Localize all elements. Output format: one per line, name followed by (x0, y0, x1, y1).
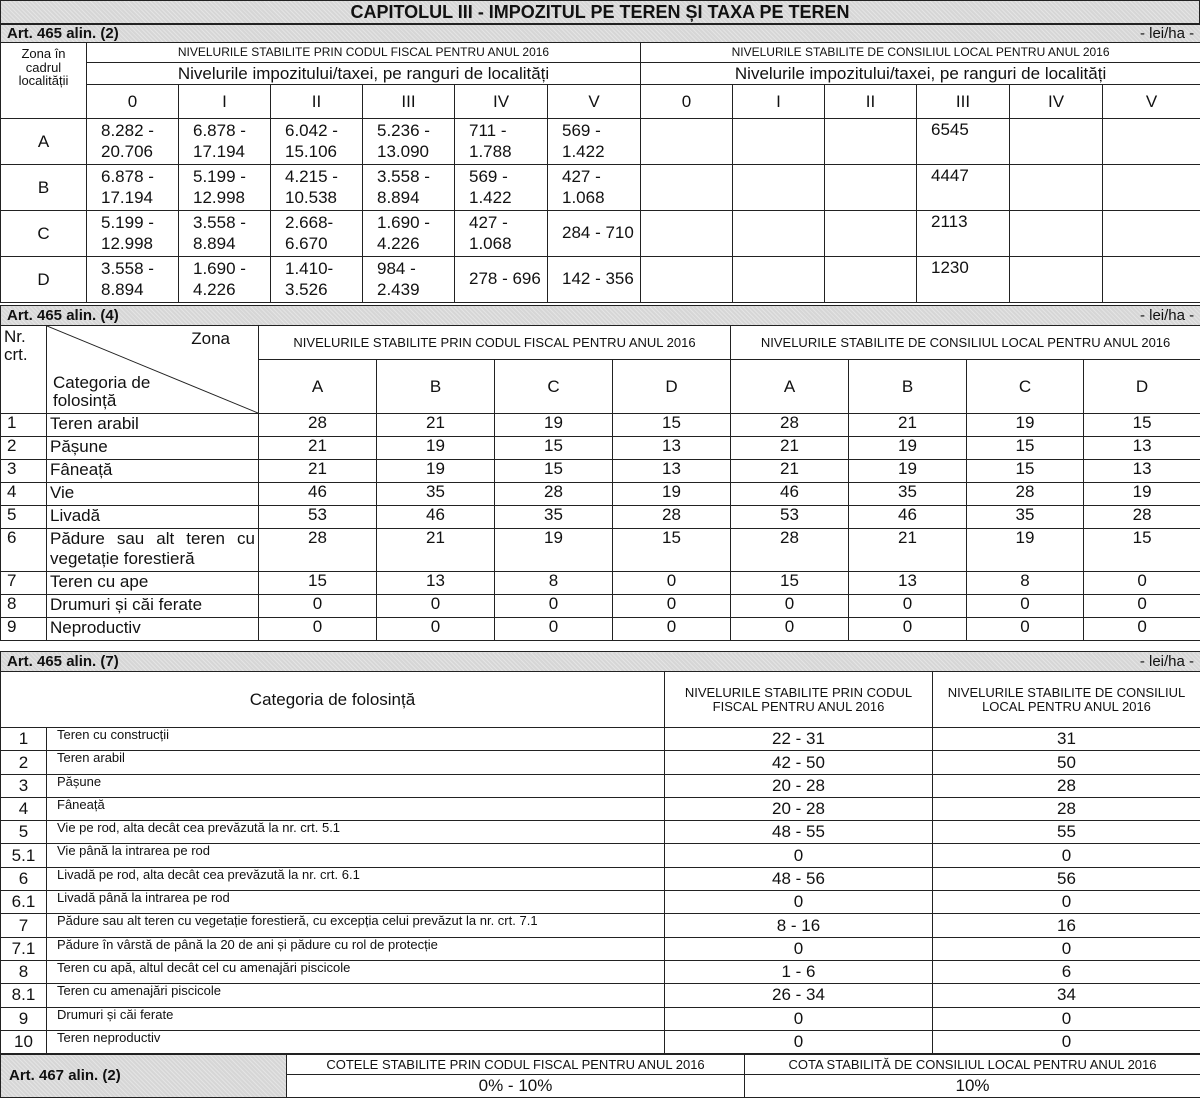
rank-header: V (1103, 85, 1200, 119)
zone-col-header: D (613, 360, 731, 414)
fiscal-value-cell: 46 (377, 506, 495, 529)
rank-header: IV (1010, 85, 1103, 119)
local-value-cell: 28 (1084, 506, 1200, 529)
local-value-cell (1010, 211, 1103, 257)
rank-header: III (917, 85, 1010, 119)
fiscal-range-cell: 5.199 - 12.998 (179, 165, 271, 211)
category-cell: Teren cu construcții (47, 728, 665, 751)
category-cell: Teren cu apă, altul decât cel cu amenajări piscicole (47, 960, 665, 983)
local-value-cell: 28 (731, 414, 849, 437)
table-row (1, 844, 1200, 867)
local-value-cell: 0 (933, 891, 1200, 914)
fiscal-value-cell: 8 (495, 572, 613, 595)
local-value-cell: 34 (933, 984, 1200, 1007)
local-value-cell: 46 (849, 506, 967, 529)
zone-col-header: C (967, 360, 1084, 414)
category-label: Categoria de folosință (53, 372, 151, 411)
section-art-465-4 (0, 305, 1200, 641)
table-row (1, 257, 1200, 303)
rank-header: II (825, 85, 917, 119)
table-row (1, 618, 1200, 641)
category-cell: Pășune (47, 774, 665, 797)
local-value-cell: 13 (849, 572, 967, 595)
fiscal-range-cell: 8.282 - 20.706 (87, 119, 179, 165)
fiscal-range-cell: 3.558 - 8.894 (363, 165, 455, 211)
fiscal-value-cell: 0 (259, 595, 377, 618)
local-value-cell (733, 165, 825, 211)
nr-crt-cell: 6.1 (1, 891, 47, 914)
nr-crt-cell: 8.1 (1, 984, 47, 1007)
nr-crt-cell: 7.1 (1, 937, 47, 960)
category-cell: Neproductiv (47, 618, 259, 641)
fiscal-range-cell: 984 - 2.439 (363, 257, 455, 303)
fiscal-value-cell: 48 - 55 (665, 821, 933, 844)
fiscal-value-cell: 19 (377, 460, 495, 483)
local-header: NIVELURILE STABILITE DE CONSILIUL LOCAL PENTRU ANUL 2016 (731, 326, 1200, 360)
section-2-art: Art. 465 alin. (4) (7, 306, 119, 324)
local-header: NIVELURILE STABILITE DE CONSILIUL LOCAL PENTRU ANUL 2016 (933, 672, 1200, 728)
local-value-cell: 6545 (917, 119, 1010, 165)
category-cell: Livadă (47, 506, 259, 529)
local-value-cell (641, 211, 733, 257)
unit-label: - lei/ha - (1139, 24, 1195, 42)
zone-col-header: C (495, 360, 613, 414)
category-cell: Teren arabil (47, 751, 665, 774)
table-row (1, 960, 1200, 983)
local-value-cell (641, 257, 733, 303)
local-value-cell: 19 (849, 437, 967, 460)
fiscal-rate-header: COTELE STABILITE PRIN CODUL FISCAL PENTRU ANUL 2016 (287, 1055, 745, 1075)
local-value-cell: 0 (933, 937, 1200, 960)
local-value-cell: 4447 (917, 165, 1010, 211)
fiscal-value-cell: 0 (259, 618, 377, 641)
local-value-cell: 28 (933, 774, 1200, 797)
zone-col-header: D (1084, 360, 1200, 414)
fiscal-range-cell: 5.236 - 13.090 (363, 119, 455, 165)
nr-crt-cell: 6 (1, 867, 47, 890)
category-cell: Vie până la intrarea pe rod (47, 844, 665, 867)
category-cell: Vie pe rod, alta decât cea prevăzută la nr. crt. 5.1 (47, 821, 665, 844)
table-row (1, 728, 1200, 751)
local-value-cell: 46 (731, 483, 849, 506)
zone-label: C (1, 211, 87, 257)
nr-crt-cell: 9 (1, 1007, 47, 1030)
fiscal-value-cell: 20 - 28 (665, 774, 933, 797)
rank-header: I (179, 85, 271, 119)
local-value-cell: 15 (1084, 529, 1200, 572)
local-value-cell: 0 (1084, 618, 1200, 641)
category-header: Categoria de folosință (1, 672, 665, 728)
local-value-cell: 56 (933, 867, 1200, 890)
local-value-cell: 0 (731, 595, 849, 618)
category-cell: Vie (47, 483, 259, 506)
local-value-cell (825, 165, 917, 211)
local-value-cell (825, 257, 917, 303)
fiscal-value-cell: 0 (613, 618, 731, 641)
local-value-cell: 1230 (917, 257, 1010, 303)
table-row (1, 914, 1200, 937)
local-value-cell (733, 211, 825, 257)
local-value-cell: 13 (1084, 437, 1200, 460)
local-value-cell: 0 (933, 1030, 1200, 1053)
table-row (1, 867, 1200, 890)
fiscal-value-cell: 1 - 6 (665, 960, 933, 983)
local-value-cell: 2113 (917, 211, 1010, 257)
local-rate-value: 10% (745, 1075, 1200, 1098)
local-value-cell: 8 (967, 572, 1084, 595)
category-cell: Teren cu amenajări piscicole (47, 984, 665, 1007)
local-value-cell: 0 (967, 595, 1084, 618)
nr-crt-cell: 6 (1, 529, 47, 572)
fiscal-value-cell: 28 (259, 529, 377, 572)
fiscal-range-cell: 1.690 - 4.226 (179, 257, 271, 303)
category-cell: Teren cu ape (47, 572, 259, 595)
local-value-cell: 0 (933, 1007, 1200, 1030)
local-value-cell: 31 (933, 728, 1200, 751)
fiscal-range-cell: 6.878 - 17.194 (87, 165, 179, 211)
category-cell: Fâneață (47, 460, 259, 483)
nr-crt-cell: 5 (1, 506, 47, 529)
local-value-cell: 19 (1084, 483, 1200, 506)
nr-crt-cell: 8 (1, 595, 47, 618)
local-value-cell (733, 257, 825, 303)
rank-header: I (733, 85, 825, 119)
fiscal-range-cell: 1.690 - 4.226 (363, 211, 455, 257)
fiscal-value-cell: 42 - 50 (665, 751, 933, 774)
local-value-cell (1010, 165, 1103, 211)
rank-header: III (363, 85, 455, 119)
zona-label: Zona (191, 329, 230, 348)
table-row (1, 891, 1200, 914)
nr-crt-cell: 8 (1, 960, 47, 983)
fiscal-value-cell: 26 - 34 (665, 984, 933, 1007)
local-value-cell (825, 211, 917, 257)
fiscal-value-cell: 13 (377, 572, 495, 595)
table-row (1, 595, 1200, 618)
nr-crt-cell: 5.1 (1, 844, 47, 867)
fiscal-value-cell: 21 (377, 529, 495, 572)
nr-crt-cell: 4 (1, 483, 47, 506)
local-value-cell: 28 (731, 529, 849, 572)
fiscal-value-cell: 46 (259, 483, 377, 506)
local-value-cell (1103, 257, 1200, 303)
table-row (1, 572, 1200, 595)
local-rate-header: COTA STABILITĂ DE CONSILIUL LOCAL PENTRU ANUL 2016 (745, 1055, 1200, 1075)
local-value-cell: 15 (967, 437, 1084, 460)
fiscal-range-cell: 3.558 - 8.894 (87, 257, 179, 303)
fiscal-range-cell: 6.042 - 15.106 (271, 119, 363, 165)
fiscal-value-cell: 53 (259, 506, 377, 529)
rank-subheader: Nivelurile impozitului/taxei, pe ranguri de localități (87, 63, 641, 85)
category-cell: Livadă pe rod, alta decât cea prevăzută la nr. crt. 6.1 (47, 867, 665, 890)
fiscal-value-cell: 0 (613, 595, 731, 618)
section-art-465-7 (0, 651, 1200, 1054)
fiscal-value-cell: 0 (665, 844, 933, 867)
table-row (1, 211, 1200, 257)
nr-crt-cell: 1 (1, 414, 47, 437)
fiscal-range-cell: 1.410- 3.526 (271, 257, 363, 303)
local-value-cell: 21 (849, 529, 967, 572)
fiscal-range-cell: 427 - 1.068 (548, 165, 641, 211)
local-value-cell: 55 (933, 821, 1200, 844)
zone-label: A (1, 119, 87, 165)
rank-header: 0 (641, 85, 733, 119)
table-row (1, 529, 1200, 572)
local-value-cell (1010, 119, 1103, 165)
local-value-cell: 19 (967, 414, 1084, 437)
fiscal-header: NIVELURILE STABILITE PRIN CODUL FISCAL PENTRU ANUL 2016 (87, 43, 641, 63)
fiscal-range-cell: 427 - 1.068 (455, 211, 548, 257)
local-value-cell (1103, 119, 1200, 165)
nr-crt-cell: 10 (1, 1030, 47, 1053)
local-value-cell: 28 (933, 797, 1200, 820)
table-row (1, 821, 1200, 844)
table-row (1, 774, 1200, 797)
local-value-cell: 13 (1084, 460, 1200, 483)
zone-category-header (47, 326, 259, 414)
local-value-cell: 21 (731, 460, 849, 483)
local-value-cell: 0 (933, 844, 1200, 867)
category-cell: Pădure sau alt teren cu vegetație forestieră, cu excepția celui prevăzut la nr. crt. 7.1 (47, 914, 665, 937)
local-value-cell: 19 (967, 529, 1084, 572)
nr-crt-cell: 7 (1, 572, 47, 595)
fiscal-range-cell: 142 - 356 (548, 257, 641, 303)
section-3-art: Art. 465 alin. (7) (7, 652, 119, 670)
fiscal-value-cell: 28 (259, 414, 377, 437)
local-value-cell (1103, 211, 1200, 257)
table-row (1, 506, 1200, 529)
table-row (1, 1030, 1200, 1053)
nr-crt-cell: 3 (1, 460, 47, 483)
nr-crt-cell: 2 (1, 437, 47, 460)
category-cell: Livadă până la intrarea pe rod (47, 891, 665, 914)
fiscal-value-cell: 19 (377, 437, 495, 460)
section-art-467-2 (0, 1054, 1200, 1098)
table-row (1, 937, 1200, 960)
fiscal-value-cell: 35 (495, 506, 613, 529)
fiscal-range-cell: 6.878 - 17.194 (179, 119, 271, 165)
fiscal-value-cell: 15 (613, 529, 731, 572)
local-value-cell: 15 (731, 572, 849, 595)
fiscal-value-cell: 15 (495, 460, 613, 483)
local-value-cell: 0 (1084, 572, 1200, 595)
category-cell: Fâneață (47, 797, 665, 820)
nr-crt-cell: 7 (1, 914, 47, 937)
table-row (1, 437, 1200, 460)
rank-header: IV (455, 85, 548, 119)
local-value-cell: 15 (967, 460, 1084, 483)
table-row (1, 460, 1200, 483)
nr-crt-cell: 3 (1, 774, 47, 797)
category-cell: Drumuri și căi ferate (47, 1007, 665, 1030)
fiscal-value-cell: 21 (259, 437, 377, 460)
local-value-cell (733, 119, 825, 165)
category-cell: Drumuri și căi ferate (47, 595, 259, 618)
local-value-cell: 21 (731, 437, 849, 460)
fiscal-value-cell: 15 (613, 414, 731, 437)
local-value-cell: 28 (967, 483, 1084, 506)
fiscal-range-cell: 711 - 1.788 (455, 119, 548, 165)
local-value-cell (641, 165, 733, 211)
chapter-title: CAPITOLUL III - IMPOZITUL PE TEREN ȘI TAXA PE TEREN (0, 0, 1200, 24)
local-header: NIVELURILE STABILITE DE CONSILIUL LOCAL PENTRU ANUL 2016 (641, 43, 1200, 63)
unit-label: - lei/ha - (1139, 652, 1195, 670)
fiscal-value-cell: 35 (377, 483, 495, 506)
zone-col-header: B (377, 360, 495, 414)
local-value-cell: 35 (967, 506, 1084, 529)
local-value-cell (641, 119, 733, 165)
table-row (1, 119, 1200, 165)
fiscal-range-cell: 4.215 - 10.538 (271, 165, 363, 211)
nr-crt-header: Nr. crt. (1, 326, 47, 414)
local-value-cell: 53 (731, 506, 849, 529)
local-value-cell: 0 (849, 595, 967, 618)
fiscal-value-cell: 28 (613, 506, 731, 529)
table-row (1, 1007, 1200, 1030)
local-value-cell (1010, 257, 1103, 303)
fiscal-value-cell: 20 - 28 (665, 797, 933, 820)
section-4-art: Art. 467 alin. (2) (1, 1055, 287, 1098)
fiscal-value-cell: 0 (665, 1030, 933, 1053)
rank-subheader: Nivelurile impozitului/taxei, pe ranguri de localități (641, 63, 1200, 85)
fiscal-value-cell: 0 (665, 1007, 933, 1030)
section-1-art: Art. 465 alin. (2) (7, 24, 119, 42)
fiscal-value-cell: 0 (377, 595, 495, 618)
local-value-cell: 16 (933, 914, 1200, 937)
fiscal-value-cell: 19 (495, 414, 613, 437)
fiscal-range-cell: 569 - 1.422 (548, 119, 641, 165)
fiscal-range-cell: 5.199 - 12.998 (87, 211, 179, 257)
local-value-cell (825, 119, 917, 165)
nr-crt-cell: 1 (1, 728, 47, 751)
fiscal-value-cell: 15 (259, 572, 377, 595)
fiscal-value-cell: 22 - 31 (665, 728, 933, 751)
fiscal-header: NIVELURILE STABILITE PRIN CODUL FISCAL PENTRU ANUL 2016 (665, 672, 933, 728)
table-row (1, 483, 1200, 506)
category-cell: Pădure în vârstă de până la 20 de ani și pădure cu rol de protecție (47, 937, 665, 960)
local-value-cell: 0 (967, 618, 1084, 641)
rank-header: V (548, 85, 641, 119)
category-cell: Teren neproductiv (47, 1030, 665, 1053)
nr-crt-cell: 4 (1, 797, 47, 820)
zone-header: Zona în cadrul localității (1, 43, 87, 119)
fiscal-value-cell: 13 (613, 437, 731, 460)
fiscal-value-cell: 28 (495, 483, 613, 506)
fiscal-value-cell: 19 (613, 483, 731, 506)
fiscal-value-cell: 48 - 56 (665, 867, 933, 890)
zone-col-header: A (259, 360, 377, 414)
fiscal-value-cell: 0 (377, 618, 495, 641)
category-cell: Pădure sau alt teren cu vegetație forestieră (47, 529, 259, 572)
table-row (1, 797, 1200, 820)
section-art-465-2 (0, 24, 1200, 303)
rank-header: II (271, 85, 363, 119)
local-value-cell: 0 (1084, 595, 1200, 618)
table-row (1, 984, 1200, 1007)
rank-header: 0 (87, 85, 179, 119)
fiscal-value-cell: 0 (613, 572, 731, 595)
fiscal-value-cell: 19 (495, 529, 613, 572)
fiscal-range-cell: 569 - 1.422 (455, 165, 548, 211)
fiscal-rate-value: 0% - 10% (287, 1075, 745, 1098)
local-value-cell: 15 (1084, 414, 1200, 437)
zone-label: D (1, 257, 87, 303)
unit-label: - lei/ha - (1139, 306, 1195, 324)
fiscal-value-cell: 13 (613, 460, 731, 483)
category-cell: Pășune (47, 437, 259, 460)
local-value-cell: 50 (933, 751, 1200, 774)
nr-crt-cell: 5 (1, 821, 47, 844)
fiscal-range-cell: 2.668- 6.670 (271, 211, 363, 257)
fiscal-value-cell: 15 (495, 437, 613, 460)
fiscal-value-cell: 0 (665, 937, 933, 960)
table-row (1, 751, 1200, 774)
table-row (1, 414, 1200, 437)
fiscal-value-cell: 0 (495, 618, 613, 641)
fiscal-value-cell: 0 (495, 595, 613, 618)
nr-crt-cell: 2 (1, 751, 47, 774)
fiscal-value-cell: 0 (665, 891, 933, 914)
fiscal-range-cell: 3.558 - 8.894 (179, 211, 271, 257)
local-value-cell: 6 (933, 960, 1200, 983)
local-value-cell (1103, 165, 1200, 211)
nr-crt-cell: 9 (1, 618, 47, 641)
fiscal-value-cell: 21 (259, 460, 377, 483)
fiscal-range-cell: 284 - 710 (548, 211, 641, 257)
local-value-cell: 35 (849, 483, 967, 506)
zone-col-header: B (849, 360, 967, 414)
zone-label: B (1, 165, 87, 211)
local-value-cell: 0 (849, 618, 967, 641)
table-row (1, 165, 1200, 211)
local-value-cell: 0 (731, 618, 849, 641)
fiscal-value-cell: 21 (377, 414, 495, 437)
fiscal-range-cell: 278 - 696 (455, 257, 548, 303)
fiscal-header: NIVELURILE STABILITE PRIN CODUL FISCAL PENTRU ANUL 2016 (259, 326, 731, 360)
local-value-cell: 21 (849, 414, 967, 437)
fiscal-value-cell: 8 - 16 (665, 914, 933, 937)
zone-col-header: A (731, 360, 849, 414)
category-cell: Teren arabil (47, 414, 259, 437)
local-value-cell: 19 (849, 460, 967, 483)
